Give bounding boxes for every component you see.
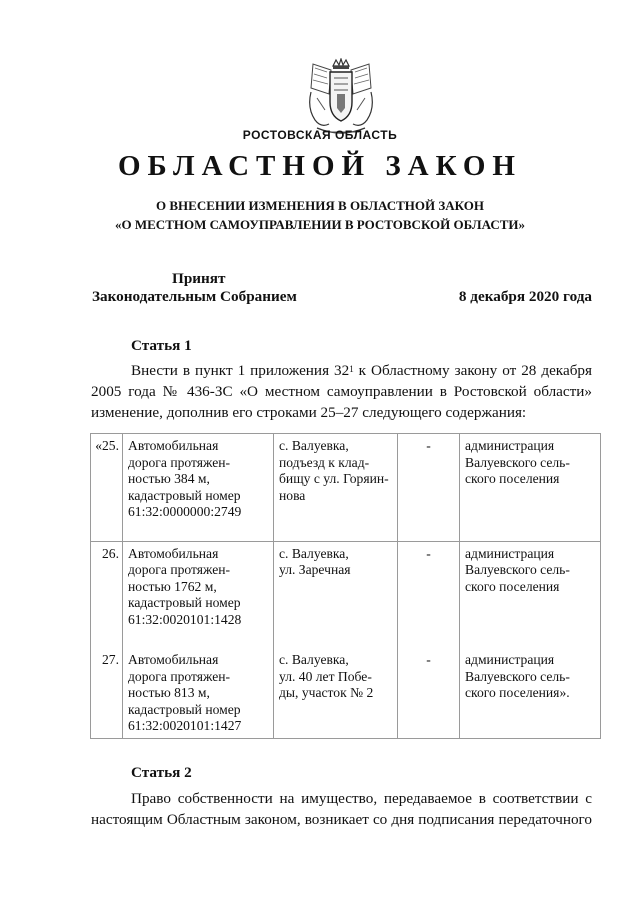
row-number: 27. (91, 648, 123, 738)
article1-heading: Статья 1 (131, 337, 192, 354)
law-title: ОБЛАСТНОЙ ЗАКОН (118, 150, 522, 182)
article1-text-line3: изменение, дополнив его строками 25–27 следующего содержания: (91, 404, 527, 421)
article2-text-line1: Право собственности на имущество, передаваемое в соответствии с (131, 790, 592, 807)
law-subtitle-line2: «О МЕСТНОМ САМОУПРАВЛЕНИИ В РОСТОВСКОЙ ОБЛАСТИ» (115, 217, 525, 232)
article1-text-line2: 2005 года № 436-ЗС «О местном самоуправлении в Ростовской области» (91, 383, 592, 400)
article2-heading: Статья 2 (131, 764, 192, 781)
road-entries-table (90, 433, 601, 739)
recipient-cell: администрация Валуевского сель- ского поселения (460, 541, 601, 648)
law-subtitle-line1: О ВНЕСЕНИИ ИЗМЕНЕНИЯ В ОБЛАСТНОЙ ЗАКОН (156, 198, 484, 213)
adopted-label: Принят (172, 270, 226, 287)
dash-cell: - (398, 648, 460, 738)
adopted-by: Законодательным Собранием (92, 288, 297, 305)
dash-cell: - (398, 541, 460, 648)
object-cell: Автомобильная дорога протяжен- ностью 384 м, кадастровый номер 61:32:0000000:2749 (123, 434, 274, 542)
recipient-cell: администрация Валуевского сель- ского поселения (460, 434, 601, 542)
adoption-date: 8 декабря 2020 года (458, 288, 592, 305)
table-row (91, 648, 601, 738)
location-cell: с. Валуевка, ул. 40 лет Побе- ды, участок № 2 (274, 648, 398, 738)
article1-text-line1: Внести в пункт 1 приложения $32^1$ к Областному закону от 28 декабря (131, 362, 593, 379)
row-number: «25. (91, 434, 123, 542)
row-number: 26. (91, 541, 123, 648)
recipient-cell: администрация Валуевского сель- ского поселения». (460, 648, 601, 738)
object-cell: Автомобильная дорога протяжен- ностью 1762 м, кадастровый номер 61:32:0020101:1428 (123, 541, 274, 648)
location-cell: с. Валуевка, подъезд к клад- бищу с ул. Горяин- нова (274, 434, 398, 542)
table-row (91, 541, 601, 648)
dash-cell: - (398, 434, 460, 542)
object-cell: Автомобильная дорога протяжен- ностью 813 м, кадастровый номер 61:32:0020101:1427 (123, 648, 274, 738)
article2-text-line2: настоящим Областным законом, возникает со дня подписания передаточного (91, 811, 592, 828)
table-row (91, 434, 601, 542)
location-cell: с. Валуевка, ул. Заречная (274, 541, 398, 648)
region-name: РОСТОВСКАЯ ОБЛАСТЬ (242, 128, 398, 142)
